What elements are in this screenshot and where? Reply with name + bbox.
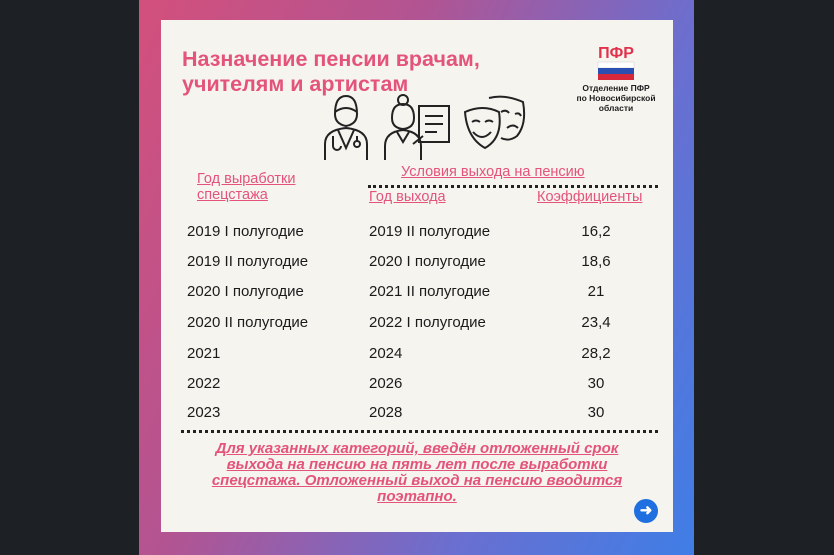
- table-row: [161, 314, 673, 334]
- logo-text-line-1: Отделение ПФР: [582, 83, 650, 93]
- table-row: [161, 253, 673, 273]
- header-exit-year: Год выхода: [369, 189, 446, 205]
- cell-exit-year: 2022 I полугодие: [369, 314, 486, 331]
- header-work-year: [197, 171, 296, 203]
- page-title: [182, 47, 512, 97]
- cell-work-year: 2019 II полугодие: [187, 253, 309, 270]
- note-line-1: Для указанных категорий, введён отложенный срок: [215, 440, 619, 457]
- note-line-4: поэтапно.: [377, 488, 457, 505]
- cell-exit-year: 2026: [369, 375, 403, 392]
- table-row: [161, 345, 673, 365]
- logo-text-line-2: по Новосибирской: [576, 93, 656, 103]
- cell-work-year: 2019 I полугодие: [187, 223, 304, 240]
- deferred-retirement-note: [187, 441, 647, 505]
- logo-text-line-3: области: [598, 103, 634, 113]
- cell-coefficient: 28,2: [581, 345, 611, 362]
- title-line-1: Назначение пенсии врачам,: [182, 47, 480, 71]
- table-row: [161, 404, 673, 424]
- logo-mark: ПФР: [598, 45, 634, 62]
- theater-masks-icon: [461, 92, 531, 162]
- cell-coefficient: 18,6: [581, 253, 611, 270]
- table-row: [161, 375, 673, 395]
- cell-exit-year: 2021 II полугодие: [369, 283, 491, 300]
- pfr-logo: [573, 38, 659, 113]
- cell-coefficient: 23,4: [581, 314, 611, 331]
- cell-coefficient: 30: [587, 375, 605, 392]
- teacher-icon: [383, 92, 455, 162]
- note-line-3: спецстажа. Отложенный выход на пенсию вводится: [211, 472, 623, 489]
- header-work-year-line-1: Год выработки: [197, 171, 296, 187]
- cell-exit-year: 2028: [369, 404, 403, 421]
- next-arrow-button[interactable]: [634, 499, 658, 523]
- note-line-2: выхода на пенсию на пять лет после выработки: [226, 456, 608, 473]
- arrow-right-icon: ➜: [639, 502, 653, 519]
- dotted-divider-bottom: [181, 430, 658, 433]
- header-coefficients: Коэффициенты: [537, 189, 643, 205]
- cell-work-year: 2020 II полугодие: [187, 314, 309, 331]
- cell-work-year: 2022: [187, 375, 221, 392]
- cell-exit-year: 2024: [369, 345, 403, 362]
- header-retirement-conditions: Условия выхода на пенсию: [401, 164, 585, 180]
- table-row: [161, 283, 673, 303]
- header-work-year-line-2: спецстажа: [197, 187, 268, 203]
- dotted-divider-top: [368, 185, 658, 188]
- doctor-icon: [321, 92, 371, 162]
- profession-icons: [321, 92, 531, 162]
- gradient-frame: [139, 0, 694, 555]
- cell-work-year: 2021: [187, 345, 221, 362]
- info-card: [161, 20, 673, 532]
- cell-coefficient: 30: [587, 404, 605, 421]
- cell-exit-year: 2020 I полугодие: [369, 253, 486, 270]
- pfr-emblem-icon: [594, 38, 638, 82]
- title-line-2: учителям и артистам: [182, 72, 409, 96]
- cell-work-year: 2020 I полугодие: [187, 283, 304, 300]
- cell-coefficient: 16,2: [581, 223, 611, 240]
- cell-work-year: 2023: [187, 404, 221, 421]
- cell-exit-year: 2019 II полугодие: [369, 223, 491, 240]
- cell-coefficient: 21: [587, 283, 605, 300]
- table-row: [161, 223, 673, 243]
